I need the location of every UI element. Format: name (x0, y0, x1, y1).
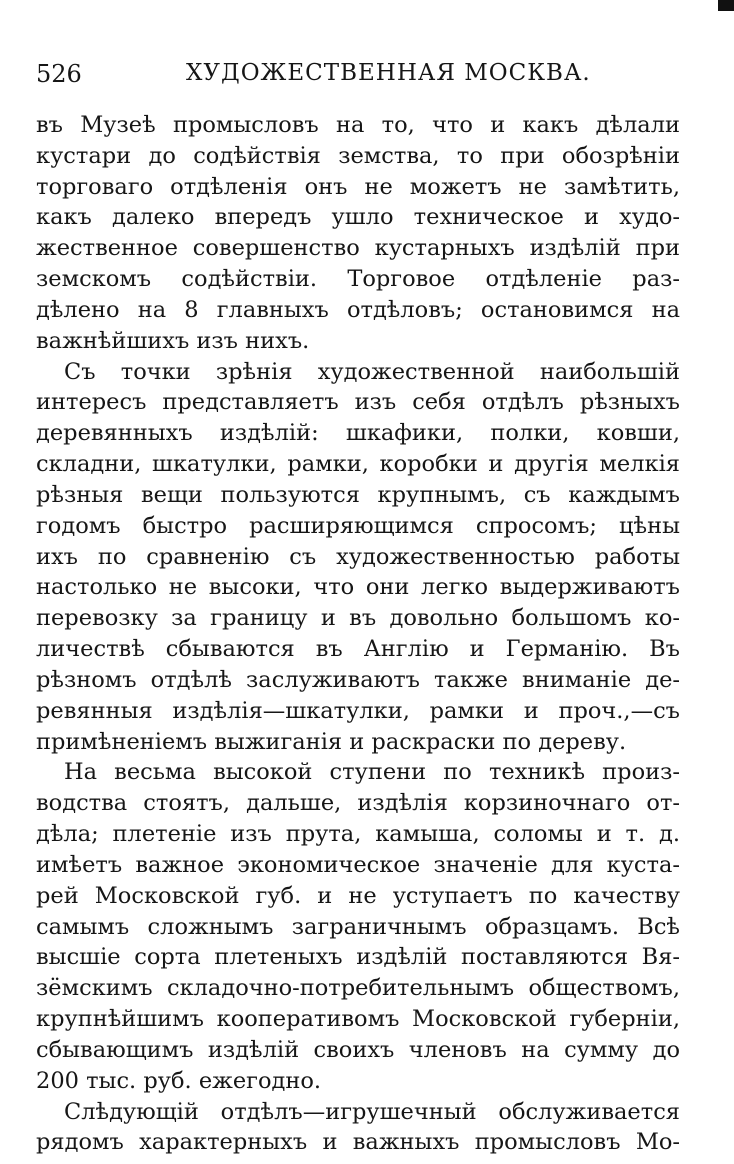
text-line: Слѣдующій отдѣлъ—игрушечный обслуживается (64, 1098, 680, 1125)
text-line: сбывающимъ издѣлій своихъ членовъ на сумму до (36, 1036, 680, 1063)
running-title: ХУДОЖЕСТВЕННАЯ МОСКВА. (186, 60, 591, 86)
page-number: 526 (36, 60, 82, 88)
text-line: какъ далеко впередъ ушло техническое и худо- (36, 204, 680, 231)
text-line: крупнѣйшимъ кооперативомъ Московской губерніи, (36, 1006, 680, 1033)
text-line: личествѣ сбываются въ Англію и Германію. Въ (36, 636, 680, 663)
text-line: зёмскимъ складочно-потребительнымъ обществомъ, (36, 975, 680, 1002)
page-header (36, 60, 680, 94)
text-line: земскомъ содѣйствіи. Торговое отдѣленіе раз- (36, 266, 680, 293)
text-line: примѣненіемъ выжиганія и раскраски по дереву. (36, 728, 627, 755)
text-line: рядомъ характерныхъ и важныхъ промысловъ Мо- (36, 1129, 680, 1156)
text-line: Съ точки зрѣнія художественной наибольшій (64, 358, 680, 385)
text-line: дѣла; плетеніе изъ прута, камыша, соломы и т. д. (36, 821, 680, 848)
text-line: интересъ представляетъ изъ себя отдѣлъ рѣзныхъ (36, 389, 680, 416)
text-line: имѣетъ важное экономическое значеніе для куста- (36, 851, 680, 878)
text-line: ревянныя издѣлія—шкатулки, рамки и проч.,—съ (36, 697, 680, 724)
text-line: 200 тыс. руб. ежегодно. (36, 1067, 322, 1094)
text-line: высшіе сорта плетеныхъ издѣлій поставляются Вя- (36, 944, 680, 971)
text-line: важнѣйшихъ изъ нихъ. (36, 327, 310, 354)
text-line: дѣлено на 8 главныхъ отдѣловъ; остановимся на (36, 296, 680, 323)
text-line: складни, шкатулки, рамки, коробки и другія мелкія (36, 451, 680, 478)
text-line: рей Московской губ. и не уступаетъ по качеству (36, 882, 680, 909)
text-line: самымъ сложнымъ заграничнымъ образцамъ. Всѣ (36, 913, 680, 940)
text-line: жественное совершенство кустарныхъ издѣлій при (36, 235, 680, 262)
text-line: настолько не высоки, что они легко выдерживаютъ (36, 574, 680, 601)
text-line: деревянныхъ издѣлій: шкафики, полки, ковши, (36, 420, 680, 447)
text-line: торговаго отдѣленія онъ не можетъ не замѣтить, (36, 173, 680, 200)
page-edge-mark (718, 0, 734, 11)
text-line: кустари до содѣйствія земства, то при обозрѣніи (36, 142, 680, 169)
text-line: водства стоятъ, дальше, издѣлія корзиночнаго от- (36, 790, 680, 817)
text-line: годомъ быстро расширяющимся спросомъ; цѣны (36, 512, 680, 539)
text-line: рѣзныя вещи пользуются крупнымъ, съ каждымъ (36, 481, 680, 508)
text-line: рѣзномъ отдѣлѣ заслуживаютъ также вниманіе де- (36, 666, 680, 693)
body-text (36, 110, 680, 1158)
text-line: На весьма высокой ступени по техникѣ произ- (64, 759, 680, 786)
text-line: перевозку за границу и въ довольно большомъ ко- (36, 605, 680, 632)
text-line: ихъ по сравненію съ художественностью работы (36, 543, 680, 570)
text-line: въ Музеѣ промысловъ на то, что и какъ дѣлали (36, 112, 680, 138)
